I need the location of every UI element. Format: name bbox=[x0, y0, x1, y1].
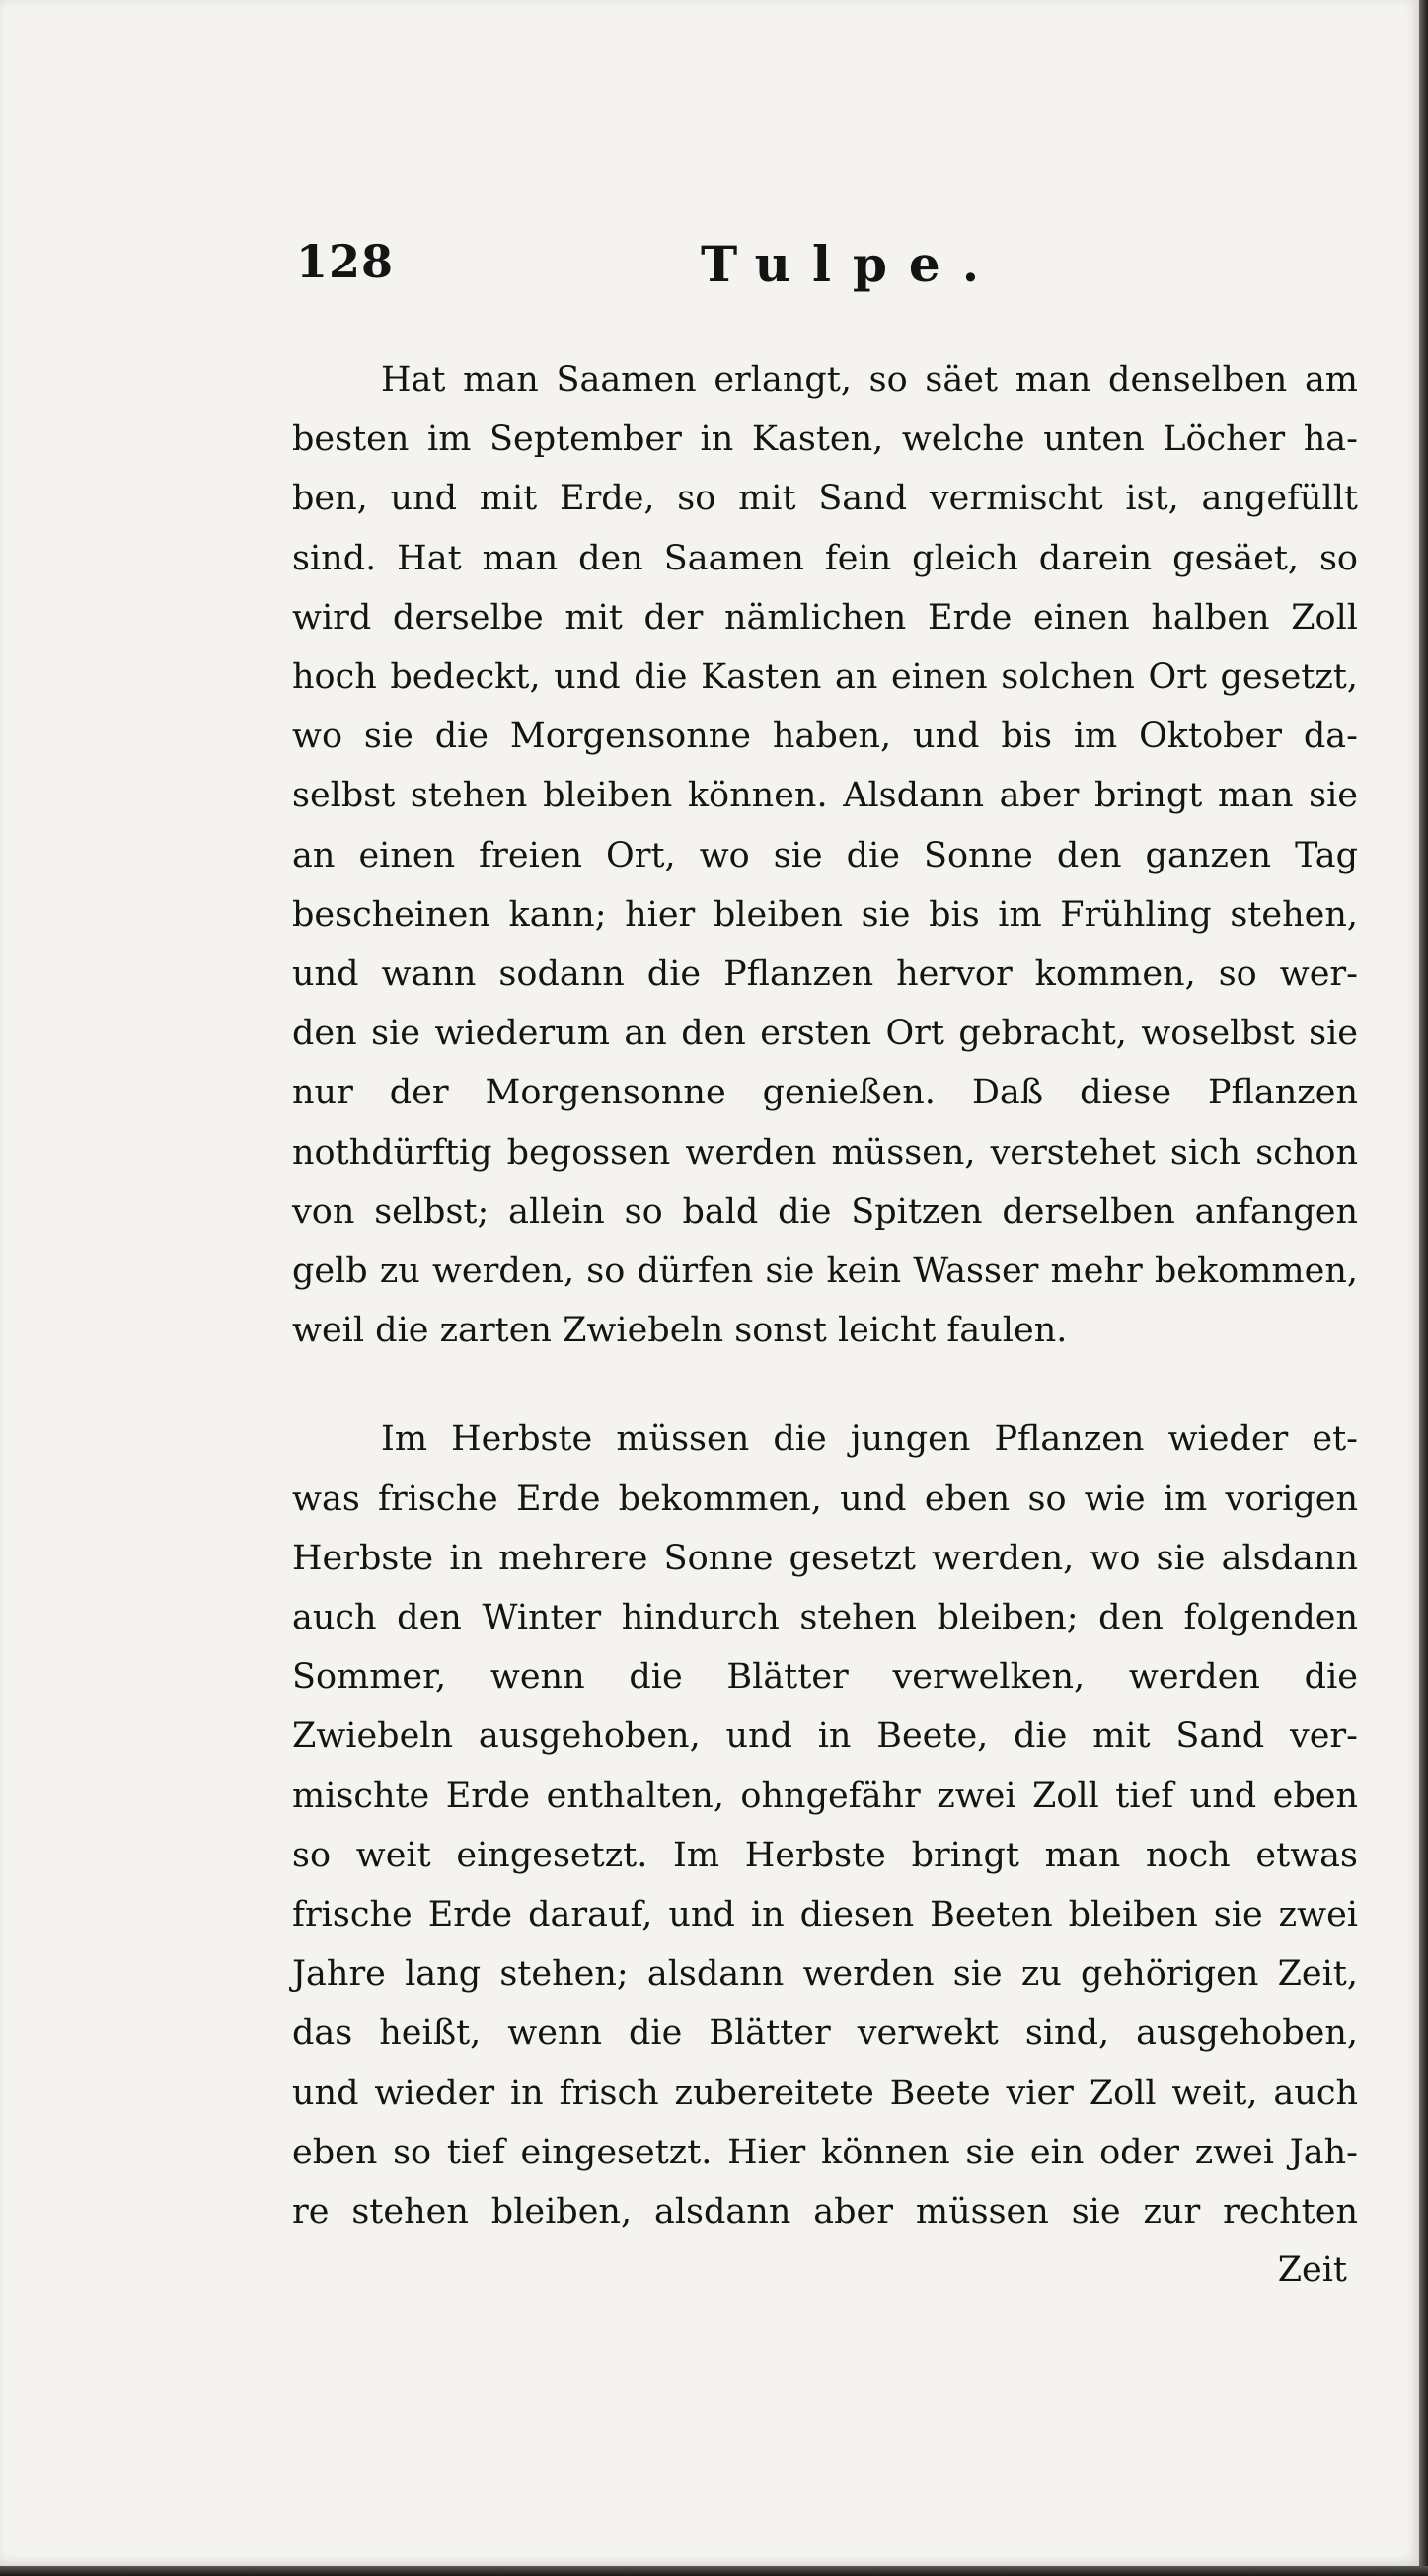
paragraph-2 bbox=[292, 1409, 1358, 2241]
text-line: Sommer, wenn die Blätter verwelken, werden die bbox=[292, 1657, 1358, 1698]
text-line: Zwiebeln ausgehoben, und in Beete, die mit Sand ver- bbox=[292, 1716, 1358, 1757]
running-title: Tulpe. bbox=[701, 235, 1002, 293]
text-line: und wann sodann die Pflanzen hervor kommen, so wer- bbox=[292, 954, 1358, 995]
body-text bbox=[292, 350, 1358, 2241]
text-line: von selbst; allein so bald die Spitzen derselben anfangen bbox=[292, 1191, 1358, 1232]
text-line: nur der Morgensonne genießen. Daß diese Pflanzen bbox=[292, 1073, 1358, 1113]
text-line: was frische Erde bekommen, und eben so wie im vorigen bbox=[292, 1478, 1358, 1519]
text-line: den sie wiederum an den ersten Ort gebracht, woselbst sie bbox=[292, 1014, 1358, 1054]
text-line: so weit eingesetzt. Im Herbste bringt man noch etwas bbox=[292, 1835, 1358, 1875]
text-line: gelb zu werden, so dürfen sie kein Wasser mehr bekommen, bbox=[292, 1251, 1358, 1292]
text-line: eben so tief eingesetzt. Hier können sie ein oder zwei Jah- bbox=[292, 2132, 1358, 2172]
text-line: wo sie die Morgensonne haben, und bis im Oktober da- bbox=[292, 717, 1358, 757]
text-line: wird derselbe mit der nämlichen Erde einen halben Zoll bbox=[292, 597, 1358, 638]
text-line: bescheinen kann; hier bleiben sie bis im Frühling stehen, bbox=[292, 894, 1358, 935]
page-number: 128 bbox=[296, 235, 395, 288]
paragraph-gap bbox=[292, 1360, 1358, 1409]
text-line: auch den Winter hindurch stehen bleiben; den folgenden bbox=[292, 1598, 1358, 1638]
page-edge-bottom bbox=[0, 2566, 1428, 2576]
text-line: re stehen bleiben, alsdann aber müssen sie zur rechten bbox=[292, 2192, 1358, 2233]
text-line: hoch bedeckt, und die Kasten an einen solchen Ort gesetzt, bbox=[292, 657, 1358, 698]
text-line: selbst stehen bleiben können. Alsdann aber bringt man sie bbox=[292, 776, 1358, 816]
text-line: das heißt, wenn die Blätter verwekt sind, ausgehoben, bbox=[292, 2013, 1358, 2054]
text-line: an einen freien Ort, wo sie die Sonne den ganzen Tag bbox=[292, 835, 1358, 875]
text-line: Im Herbste müssen die jungen Pflanzen wieder et- bbox=[381, 1419, 1358, 1460]
text-line: und wieder in frisch zubereitete Beete vier Zoll weit, auch bbox=[292, 2073, 1358, 2113]
text-line: nothdürftig begossen werden müssen, verstehet sich schon bbox=[292, 1132, 1358, 1173]
text-line: frische Erde darauf, und in diesen Beeten bleiben sie zwei bbox=[292, 1895, 1358, 1935]
text-line: Herbste in mehrere Sonne gesetzt werden, wo sie alsdann bbox=[292, 1538, 1358, 1578]
text-line: ben, und mit Erde, so mit Sand vermischt ist, angefüllt bbox=[292, 479, 1358, 519]
text-line: besten im September in Kasten, welche unten Löcher ha- bbox=[292, 419, 1358, 460]
page-edge-right bbox=[1419, 0, 1428, 2576]
text-line: mischte Erde enthalten, ohngefähr zwei Zoll tief und eben bbox=[292, 1776, 1358, 1816]
paragraph-1 bbox=[292, 350, 1358, 1360]
text-line: Jahre lang stehen; alsdann werden sie zu gehörigen Zeit, bbox=[292, 1954, 1358, 1995]
catchword: Zeit bbox=[1277, 2250, 1347, 2290]
text-line: Hat man Saamen erlangt, so säet man denselben am bbox=[381, 360, 1358, 400]
text-line: weil die zarten Zwiebeln sonst leicht faulen. bbox=[292, 1311, 1068, 1351]
text-line: sind. Hat man den Saamen fein gleich darein gesäet, so bbox=[292, 538, 1358, 578]
page-header bbox=[296, 235, 1342, 304]
